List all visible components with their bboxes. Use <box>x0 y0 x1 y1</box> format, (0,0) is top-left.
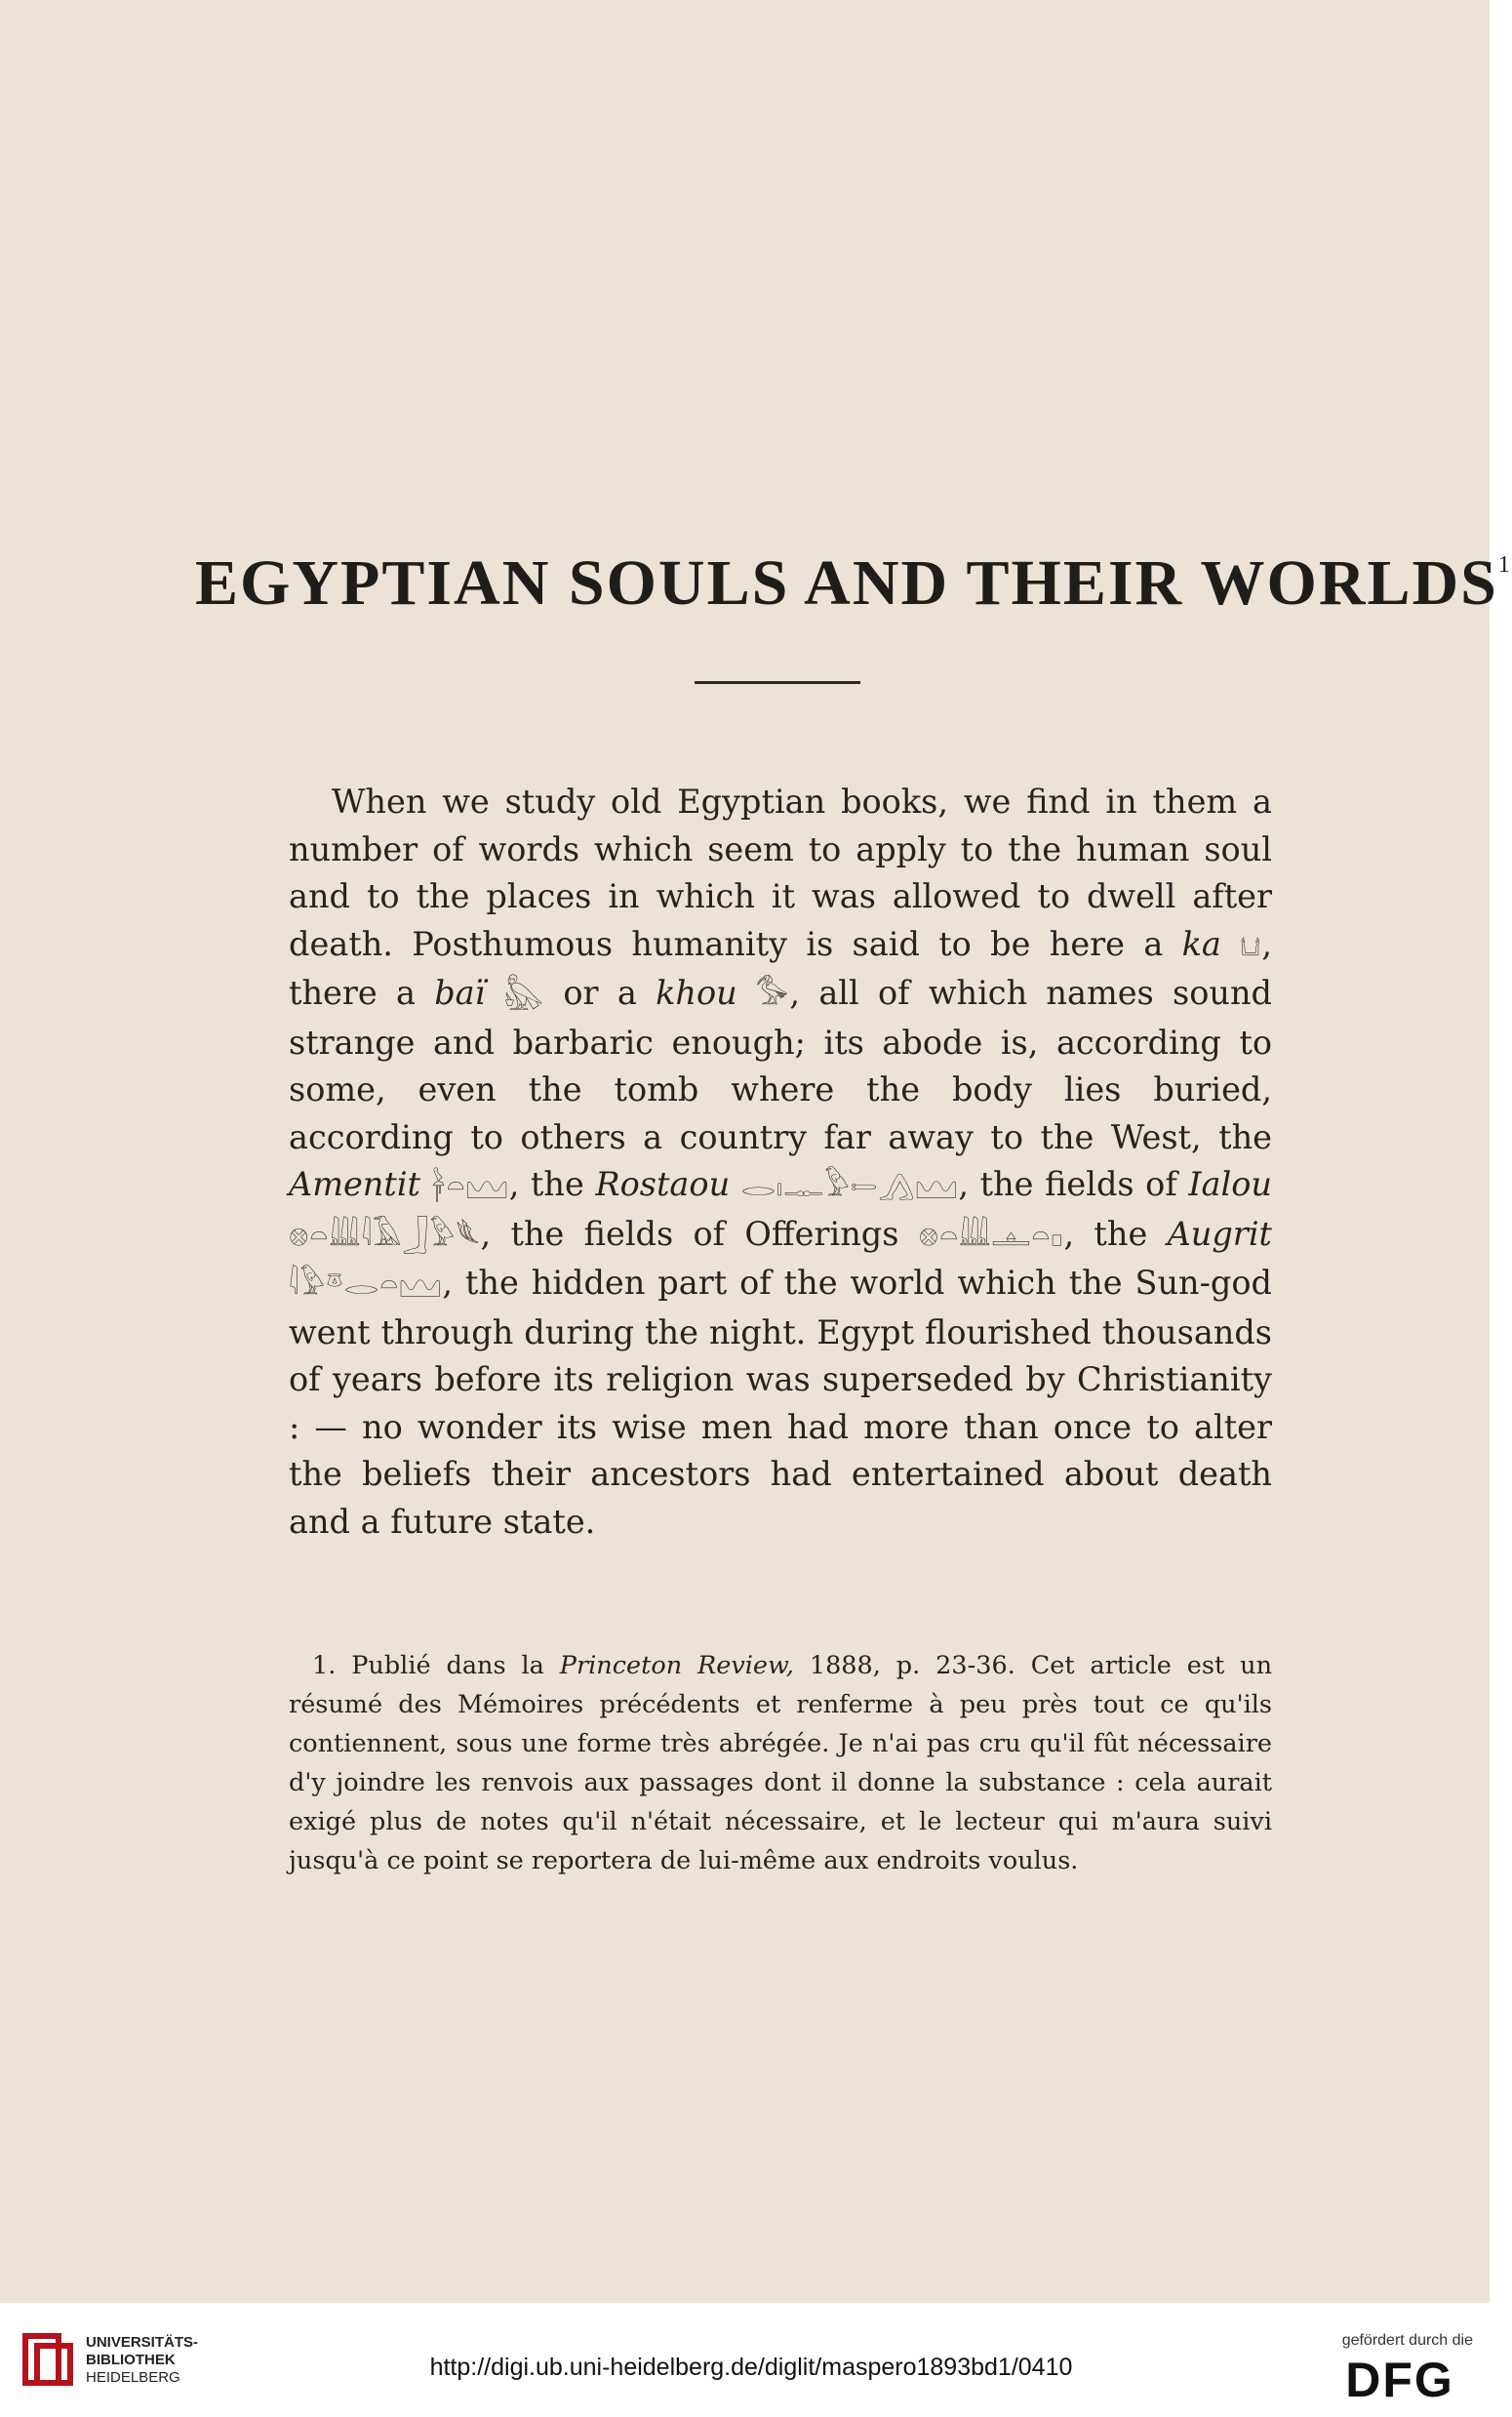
title-footnote-marker: 1 <box>1497 552 1512 578</box>
text-run: , the <box>1063 1214 1168 1253</box>
body-paragraph <box>289 779 1272 1546</box>
text-run: , all of which names sound strange and barbaric enough; its abode is, according to some, even the tomb where the body lies buried, according to others a country far away to the West, the <box>289 974 1272 1156</box>
hieroglyph-ka-icon: 𓂓 <box>1240 928 1262 963</box>
page-title <box>195 546 1512 621</box>
text-run: , the fields of <box>958 1165 1189 1203</box>
term-amentit: Amentit <box>289 1165 420 1203</box>
hieroglyph-ialou-icon: 𓊖𓏏𓇏𓇋𓄿𓃀𓅱𓆰 <box>289 1218 481 1253</box>
hieroglyph-offerings-icon: 𓊖𓏏𓇏𓊵𓏏𓊪 <box>918 1218 1064 1253</box>
hieroglyph-augrit-icon: 𓇋𓅱𓎼𓂋𓏏𓈉 <box>289 1268 443 1302</box>
text-run: , the fields of Offerings <box>480 1214 919 1253</box>
text-run: , the hidden part of the world which the Sun-god went through during the night. Egypt flourished thousands of years before its religion was superseded by Christianity : — no wonder its wise men had more than once to alter the beliefs their ancestors had entertained about death and a future state. <box>289 1264 1272 1541</box>
text-run: , the <box>508 1165 596 1203</box>
university-library-name <box>86 2334 198 2387</box>
hieroglyph-rostaou-icon: 𓂋𓏤𓊃𓅱𓍿𓂻𓈉 <box>740 1169 959 1203</box>
text-run: 1. Publié dans la <box>312 1651 560 1680</box>
term-khou: khou <box>656 974 737 1012</box>
title-text: EGYPTIAN SOULS AND THEIR WORLDS <box>195 547 1498 619</box>
university-line-2: BIBLIOTHEK <box>86 2352 176 2368</box>
term-rostaou: Rostaou <box>595 1165 731 1203</box>
body-text <box>289 779 1272 1546</box>
term-ialou: Ialou <box>1188 1165 1272 1203</box>
text-run: When we study old Egyptian books, we find in them a number of words which seem to apply to the human soul and to the places in which it was allowed to dwell after death. Posthumous humanity is said to be here a <box>289 783 1272 963</box>
term-ka: ka <box>1181 924 1221 963</box>
text-run: 1888, p. 23-36. Cet article est un résumé des Mémoires précédents et renferme à peu près tout ce qu'ils contiennent, sous une forme très abrégée. Je n'ai pas cru qu'il fût nécessaire d'y joindre les renvois aux passages dont il donne la substance : cela aurait exigé plus de notes qu'il n'était nécessaire, et le lecteur qui m'aura suivi jusqu'à ce point se reportera de lui-même aux endroits voulus. <box>289 1651 1273 1875</box>
funding-note: gefördert durch die <box>1341 2332 1473 2349</box>
hieroglyph-bai-icon: 𓅽 <box>503 978 545 1012</box>
permalink-url[interactable]: http://digi.ub.uni-heidelberg.de/diglit/maspero1893bd1/0410 <box>429 2354 1073 2381</box>
university-library-logo-icon[interactable] <box>18 2330 76 2389</box>
term-bai: baï <box>434 974 486 1012</box>
title-divider <box>695 681 860 684</box>
text-run: or a <box>544 974 657 1012</box>
footnote <box>289 1646 1272 1880</box>
dfg-logo-text: DFG <box>1345 2353 1454 2407</box>
university-line-1: UNIVERSITÄTS- <box>86 2334 199 2351</box>
text-run: , there a <box>289 924 1272 1012</box>
footnote-paragraph <box>289 1646 1272 1880</box>
hieroglyph-amentit-icon: 𓋀𓏏𓈉 <box>431 1169 509 1203</box>
hieroglyph-khou-icon: 𓅜 <box>756 978 790 1012</box>
dfg-logo-icon[interactable] <box>1322 2353 1478 2407</box>
university-line-3: HEIDELBERG <box>86 2369 180 2386</box>
journal-title: Princeton Review, <box>559 1651 794 1680</box>
footer-bar <box>0 2303 1490 2417</box>
term-augrit: Augrit <box>1167 1214 1272 1253</box>
